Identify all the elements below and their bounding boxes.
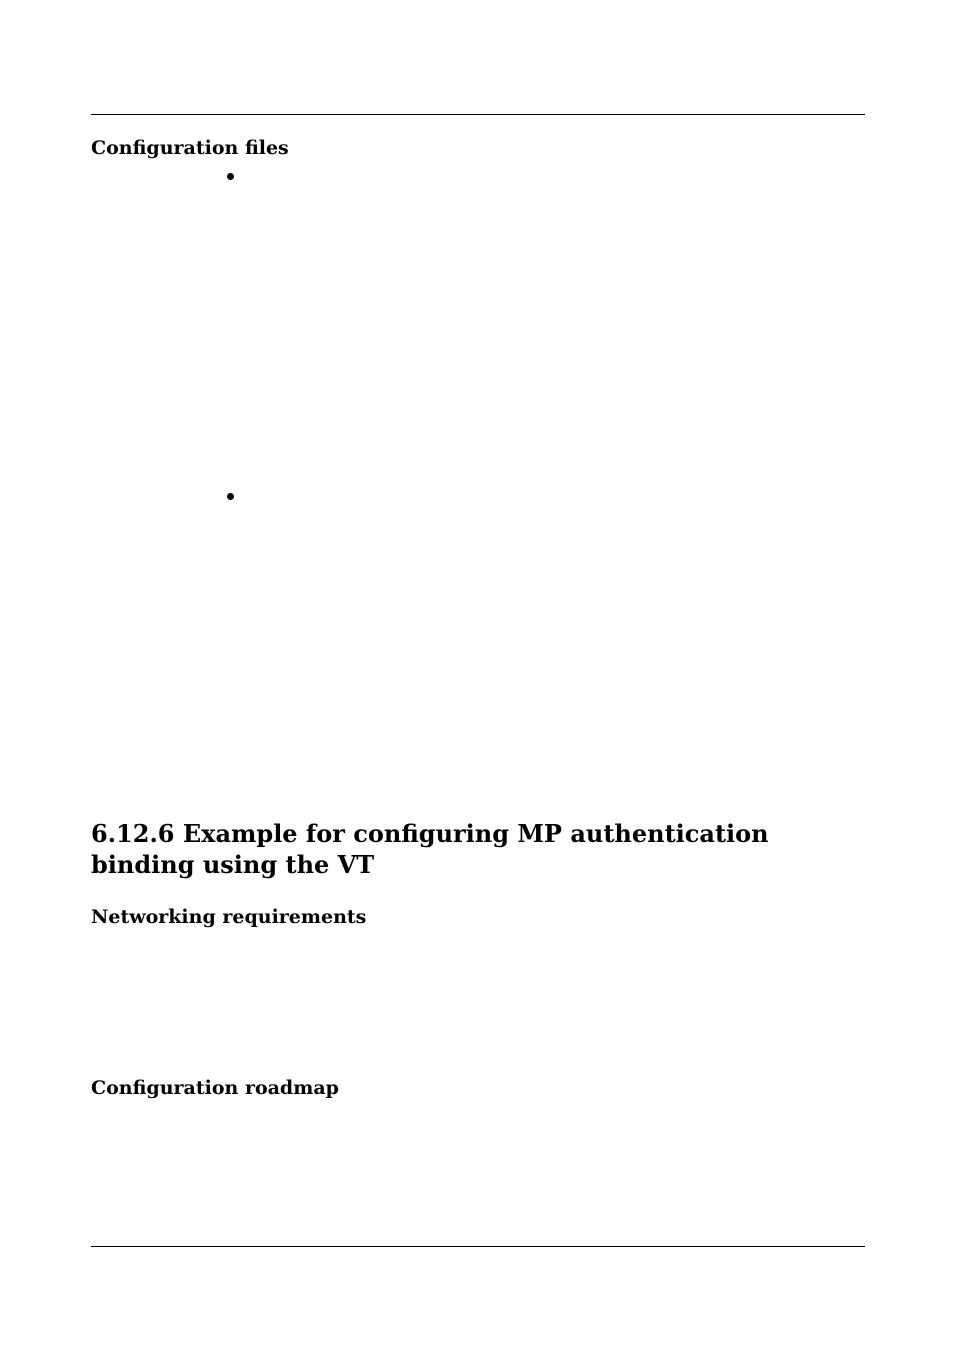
bullet-point-icon [226,172,236,182]
footer-rule [91,1246,865,1247]
configuration-files-heading: Configuration files [91,137,289,159]
networking-requirements-heading: Networking requirements [91,906,367,928]
section-title: 6.12.6 Example for configuring MP authentication binding using the VT [91,819,769,879]
bullet-point-icon [226,492,236,502]
header-rule [91,114,865,115]
configuration-roadmap-heading: Configuration roadmap [91,1077,339,1099]
